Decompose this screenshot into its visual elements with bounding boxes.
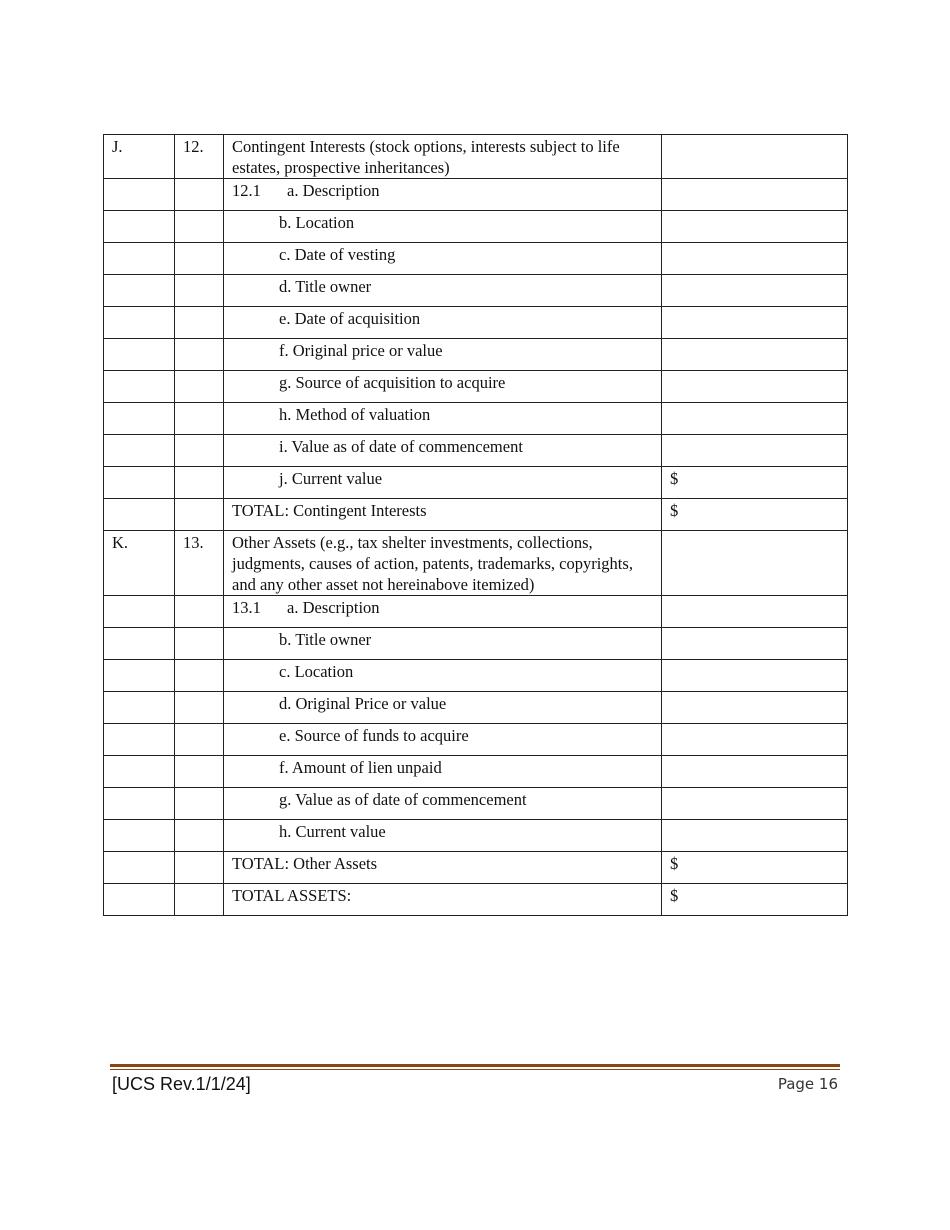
section-letter-cell: J. — [104, 135, 175, 179]
section-letter-cell — [104, 499, 175, 531]
field-label: e. Date of acquisition — [279, 309, 421, 328]
table-row — [104, 788, 848, 820]
value-input-cell[interactable] — [662, 531, 848, 596]
section-letter-cell — [104, 596, 175, 628]
field-label: j. Current value — [279, 469, 383, 488]
section-letter-cell — [104, 467, 175, 499]
description-cell — [224, 788, 662, 820]
item-number-cell — [175, 788, 224, 820]
item-number-cell — [175, 884, 224, 916]
table-row — [104, 531, 848, 596]
field-label: a. Description — [287, 598, 380, 617]
value-input-cell[interactable] — [662, 724, 848, 756]
item-number-cell — [175, 371, 224, 403]
value-input-cell[interactable] — [662, 403, 848, 435]
description-cell — [224, 179, 662, 211]
description-cell — [224, 596, 662, 628]
table-row — [104, 756, 848, 788]
value-input-cell[interactable]: $ — [662, 852, 848, 884]
table-row — [104, 275, 848, 307]
table-row — [104, 628, 848, 660]
field-label: Contingent Interests (stock options, interests subject to life estates, prospective inheritances) — [232, 137, 620, 177]
field-label: c. Date of vesting — [279, 245, 396, 264]
section-letter-cell — [104, 179, 175, 211]
field-label: a. Description — [287, 181, 380, 200]
field-label: b. Location — [279, 213, 355, 232]
field-label: g. Value as of date of commencement — [279, 790, 527, 809]
subitem-number: 12.1 — [232, 181, 261, 200]
item-number-cell — [175, 596, 224, 628]
field-label: i. Value as of date of commencement — [279, 437, 523, 456]
field-label: TOTAL: Contingent Interests — [232, 501, 427, 520]
description-cell — [224, 243, 662, 275]
value-input-cell[interactable] — [662, 756, 848, 788]
section-letter-cell — [104, 243, 175, 275]
assets-form-table — [103, 134, 848, 916]
field-label: g. Source of acquisition to acquire — [279, 373, 506, 392]
subitem-number: 13.1 — [232, 598, 261, 617]
value-input-cell[interactable] — [662, 211, 848, 243]
section-letter-cell — [104, 435, 175, 467]
value-input-cell[interactable] — [662, 135, 848, 179]
table-row — [104, 724, 848, 756]
section-letter-cell — [104, 628, 175, 660]
footer-rule-thin — [110, 1069, 840, 1070]
section-letter-cell: K. — [104, 531, 175, 596]
section-letter-cell — [104, 371, 175, 403]
section-letter-cell — [104, 884, 175, 916]
item-number-cell — [175, 275, 224, 307]
table-row — [104, 820, 848, 852]
item-number-cell — [175, 628, 224, 660]
item-number-cell — [175, 403, 224, 435]
footer-revision: [UCS Rev.1/1/24] — [112, 1074, 251, 1094]
item-number-cell — [175, 307, 224, 339]
section-letter-cell — [104, 660, 175, 692]
item-number-cell — [175, 820, 224, 852]
item-number-cell — [175, 435, 224, 467]
description-cell — [224, 852, 662, 884]
table-row — [104, 435, 848, 467]
table-row — [104, 884, 848, 916]
item-number-cell — [175, 499, 224, 531]
section-letter-cell — [104, 788, 175, 820]
value-input-cell[interactable] — [662, 788, 848, 820]
description-cell — [224, 531, 662, 596]
section-letter-cell — [104, 275, 175, 307]
table-row — [104, 371, 848, 403]
value-input-cell[interactable] — [662, 371, 848, 403]
section-letter-cell — [104, 307, 175, 339]
section-letter-cell — [104, 211, 175, 243]
description-cell — [224, 884, 662, 916]
description-cell — [224, 692, 662, 724]
field-label: d. Original Price or value — [279, 694, 447, 713]
description-cell — [224, 275, 662, 307]
section-letter-cell — [104, 852, 175, 884]
item-number-cell — [175, 211, 224, 243]
description-cell — [224, 499, 662, 531]
table-row — [104, 499, 848, 531]
description-cell — [224, 756, 662, 788]
item-number-cell — [175, 243, 224, 275]
section-letter-cell — [104, 339, 175, 371]
table-row — [104, 403, 848, 435]
description-cell — [224, 371, 662, 403]
item-number-cell — [175, 660, 224, 692]
field-label: e. Source of funds to acquire — [279, 726, 469, 745]
item-number-cell — [175, 692, 224, 724]
description-cell — [224, 820, 662, 852]
description-cell — [224, 339, 662, 371]
value-input-cell[interactable] — [662, 596, 848, 628]
value-input-cell[interactable] — [662, 179, 848, 211]
value-input-cell[interactable] — [662, 307, 848, 339]
value-input-cell[interactable]: $ — [662, 884, 848, 916]
table-row — [104, 339, 848, 371]
value-input-cell[interactable] — [662, 275, 848, 307]
item-number-cell — [175, 756, 224, 788]
table-row — [104, 692, 848, 724]
field-label: Other Assets (e.g., tax shelter investments, collections, judgments, causes of action, patents, trademarks, copyrights, and any other asset not hereinabove itemized) — [232, 533, 633, 594]
value-input-cell[interactable] — [662, 339, 848, 371]
table-row — [104, 596, 848, 628]
table-row — [104, 467, 848, 499]
field-label: h. Method of valuation — [279, 405, 431, 424]
description-cell — [224, 435, 662, 467]
description-cell — [224, 211, 662, 243]
table-row — [104, 243, 848, 275]
item-number-cell — [175, 852, 224, 884]
value-input-cell[interactable] — [662, 660, 848, 692]
field-label: TOTAL ASSETS: — [232, 886, 352, 905]
section-letter-cell — [104, 724, 175, 756]
description-cell — [224, 307, 662, 339]
item-number-cell — [175, 724, 224, 756]
page-number: Page 16 — [777, 1075, 838, 1093]
section-letter-cell — [104, 692, 175, 724]
value-input-cell[interactable]: $ — [662, 467, 848, 499]
table-row — [104, 135, 848, 179]
field-label: d. Title owner — [279, 277, 372, 296]
table-row — [104, 660, 848, 692]
item-number-cell: 12. — [175, 135, 224, 179]
value-input-cell[interactable] — [662, 820, 848, 852]
section-letter-cell — [104, 820, 175, 852]
section-letter-cell — [104, 756, 175, 788]
table-row — [104, 852, 848, 884]
field-label: c. Location — [279, 662, 354, 681]
field-label: f. Original price or value — [279, 341, 443, 360]
value-input-cell[interactable]: $ — [662, 499, 848, 531]
section-letter-cell — [104, 403, 175, 435]
item-number-cell — [175, 339, 224, 371]
field-label: h. Current value — [279, 822, 386, 841]
value-input-cell[interactable] — [662, 243, 848, 275]
description-cell — [224, 135, 662, 179]
description-cell — [224, 628, 662, 660]
item-number-cell — [175, 467, 224, 499]
table-row — [104, 307, 848, 339]
item-number-cell — [175, 179, 224, 211]
table-row — [104, 211, 848, 243]
field-label: b. Title owner — [279, 630, 372, 649]
description-cell — [224, 403, 662, 435]
value-input-cell[interactable] — [662, 435, 848, 467]
description-cell — [224, 724, 662, 756]
item-number-cell: 13. — [175, 531, 224, 596]
description-cell — [224, 467, 662, 499]
value-input-cell[interactable] — [662, 692, 848, 724]
table-row — [104, 179, 848, 211]
value-input-cell[interactable] — [662, 628, 848, 660]
field-label: f. Amount of lien unpaid — [279, 758, 442, 777]
field-label: TOTAL: Other Assets — [232, 854, 378, 873]
footer-rule — [110, 1064, 840, 1067]
description-cell — [224, 660, 662, 692]
